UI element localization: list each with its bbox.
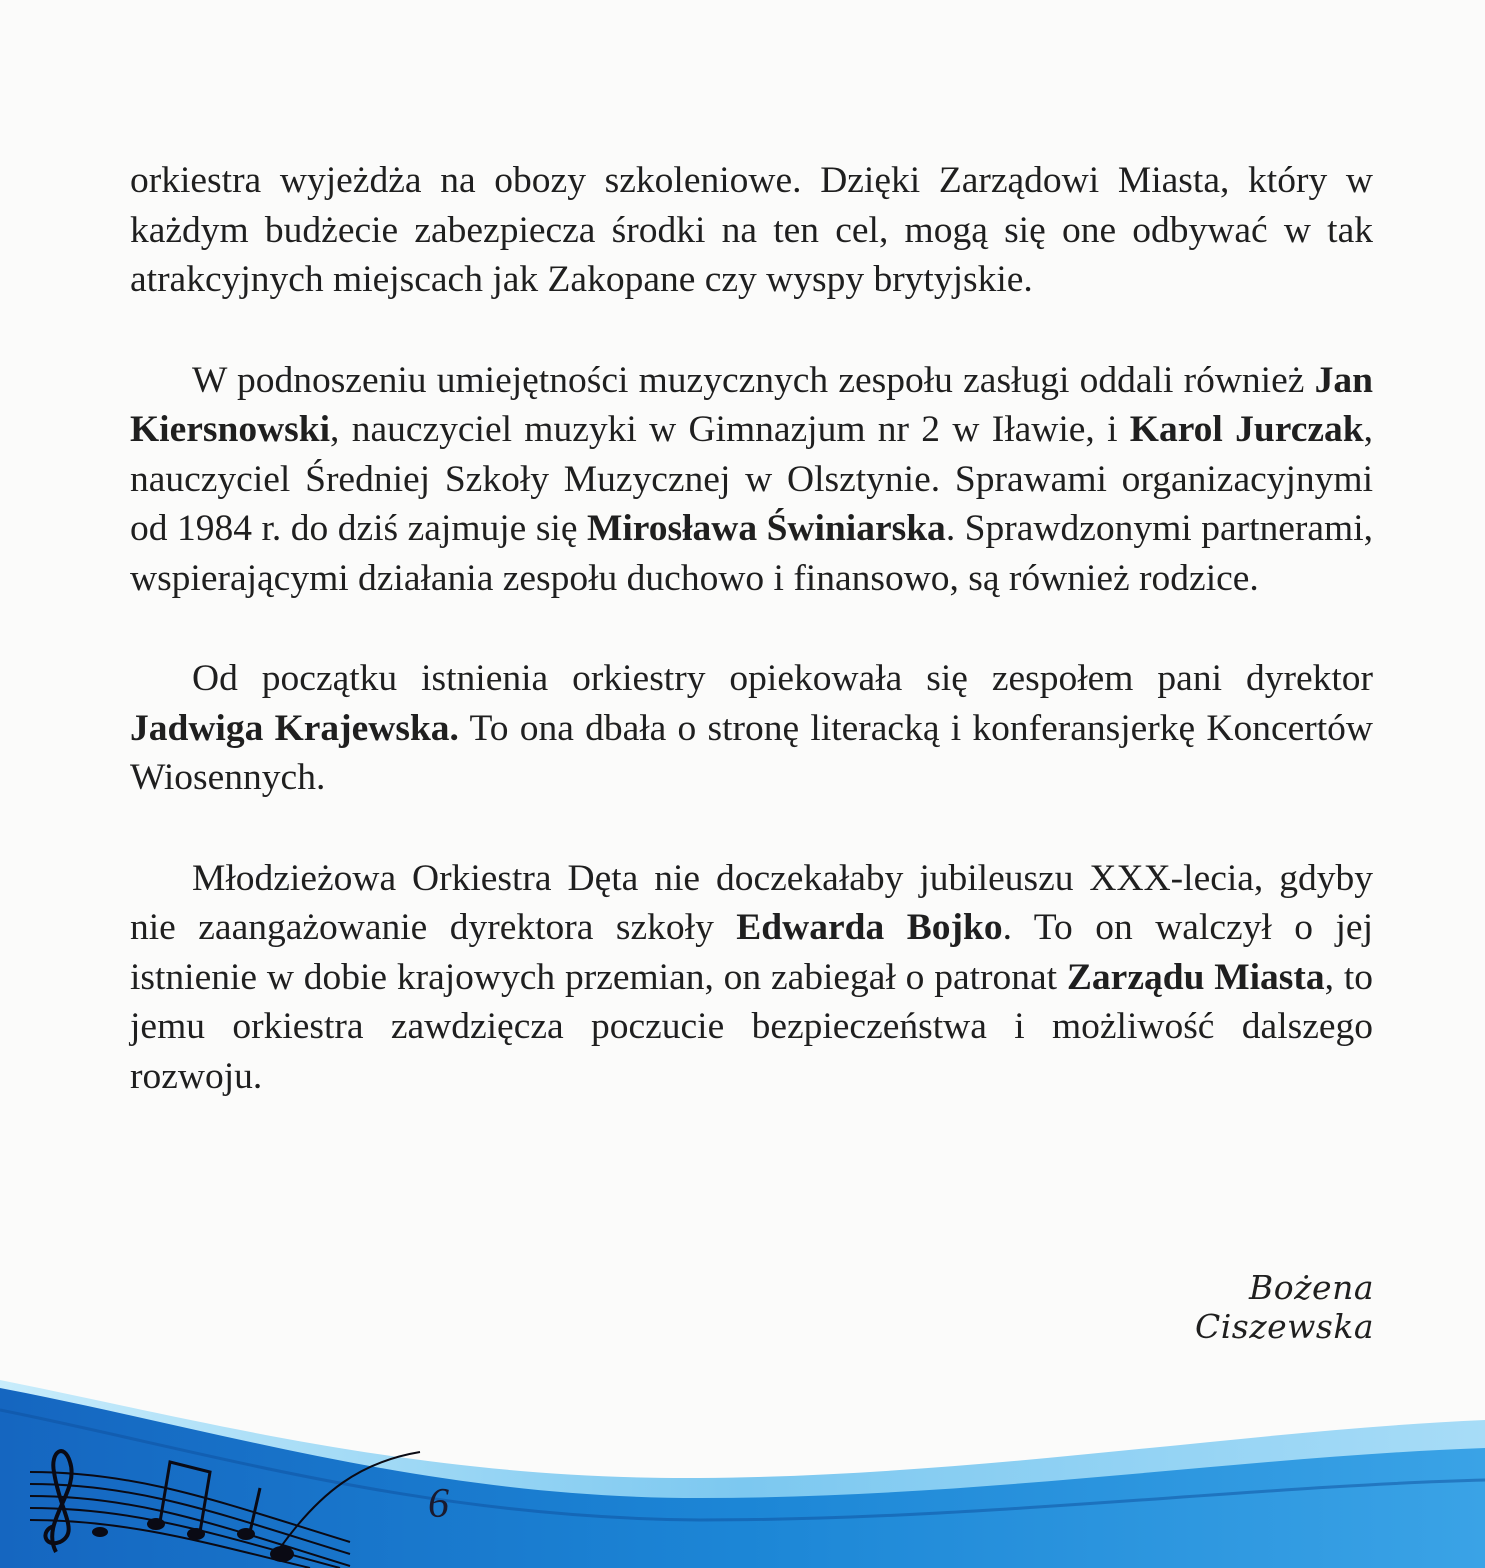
text-run: Od początku istnienia orkiestry opiekowała się zespołem pani dyrektor bbox=[192, 658, 1373, 699]
paragraph bbox=[130, 356, 1373, 604]
text-run: , to jemu orkiestra zawdzięcza poczucie bezpieczeństwa i możliwość dalszego rozwoju. bbox=[130, 956, 1373, 1097]
signature: Bożena Ciszewska bbox=[1194, 1268, 1374, 1346]
text-run: Młodzieżowa Orkiestra Dęta nie doczekałaby jubileuszu XXX-lecia, gdyby nie zaangażowanie dyrektora szkoły bbox=[130, 857, 1373, 948]
body-text bbox=[130, 156, 1373, 1152]
text-run: , nauczyciel Średniej Szkoły Muzycznej w Olsztynie. Sprawami organizacyjnymi od 1984 r. do dziś zajmuje się bbox=[130, 409, 1373, 549]
bold-name: Jan Kiersnowski bbox=[130, 359, 1373, 450]
bold-name: Mirosława Świniarska bbox=[586, 508, 946, 549]
text-run: . Sprawdzonymi partnerami, wspierającymi działania zespołu duchowo i finansowo, są również rodzice. bbox=[130, 508, 1374, 599]
bold-name: Zarządu Miasta bbox=[1066, 956, 1325, 998]
bold-name: Edwarda Bojko bbox=[736, 907, 1003, 948]
text-run: To ona dbała o stronę literacką i konferansjerkę Koncertów Wiosennych. bbox=[130, 707, 1373, 798]
page-number: 6 bbox=[428, 1481, 449, 1527]
text-run: . To on walczył o jej istnienie w dobie krajowych przemian, on zabiegał o patronat bbox=[130, 907, 1373, 998]
text-run: orkiestra wyjeżdża na obozy szkoleniowe. Dzięki Zarządowi Miasta, który w każdym budżecie zabezpiecza środki na ten cel, mogą się one odbywać w tak atrakcyjnych miejscach jak Zakopane czy wyspy brytyjskie. bbox=[130, 160, 1373, 300]
bold-name: Jadwiga Krajewska. bbox=[130, 707, 459, 749]
paragraph bbox=[130, 654, 1373, 803]
paragraph bbox=[130, 854, 1373, 1102]
paragraph bbox=[130, 156, 1373, 305]
text-run: , nauczyciel muzyki w Gimnazjum nr 2 w Iławie, i bbox=[330, 409, 1130, 450]
bold-name: Karol Jurczak bbox=[1129, 409, 1364, 450]
music-staff-icon bbox=[20, 1432, 440, 1568]
text-run: W podnoszeniu umiejętności muzycznych zespołu zasługi oddali również bbox=[192, 359, 1315, 401]
